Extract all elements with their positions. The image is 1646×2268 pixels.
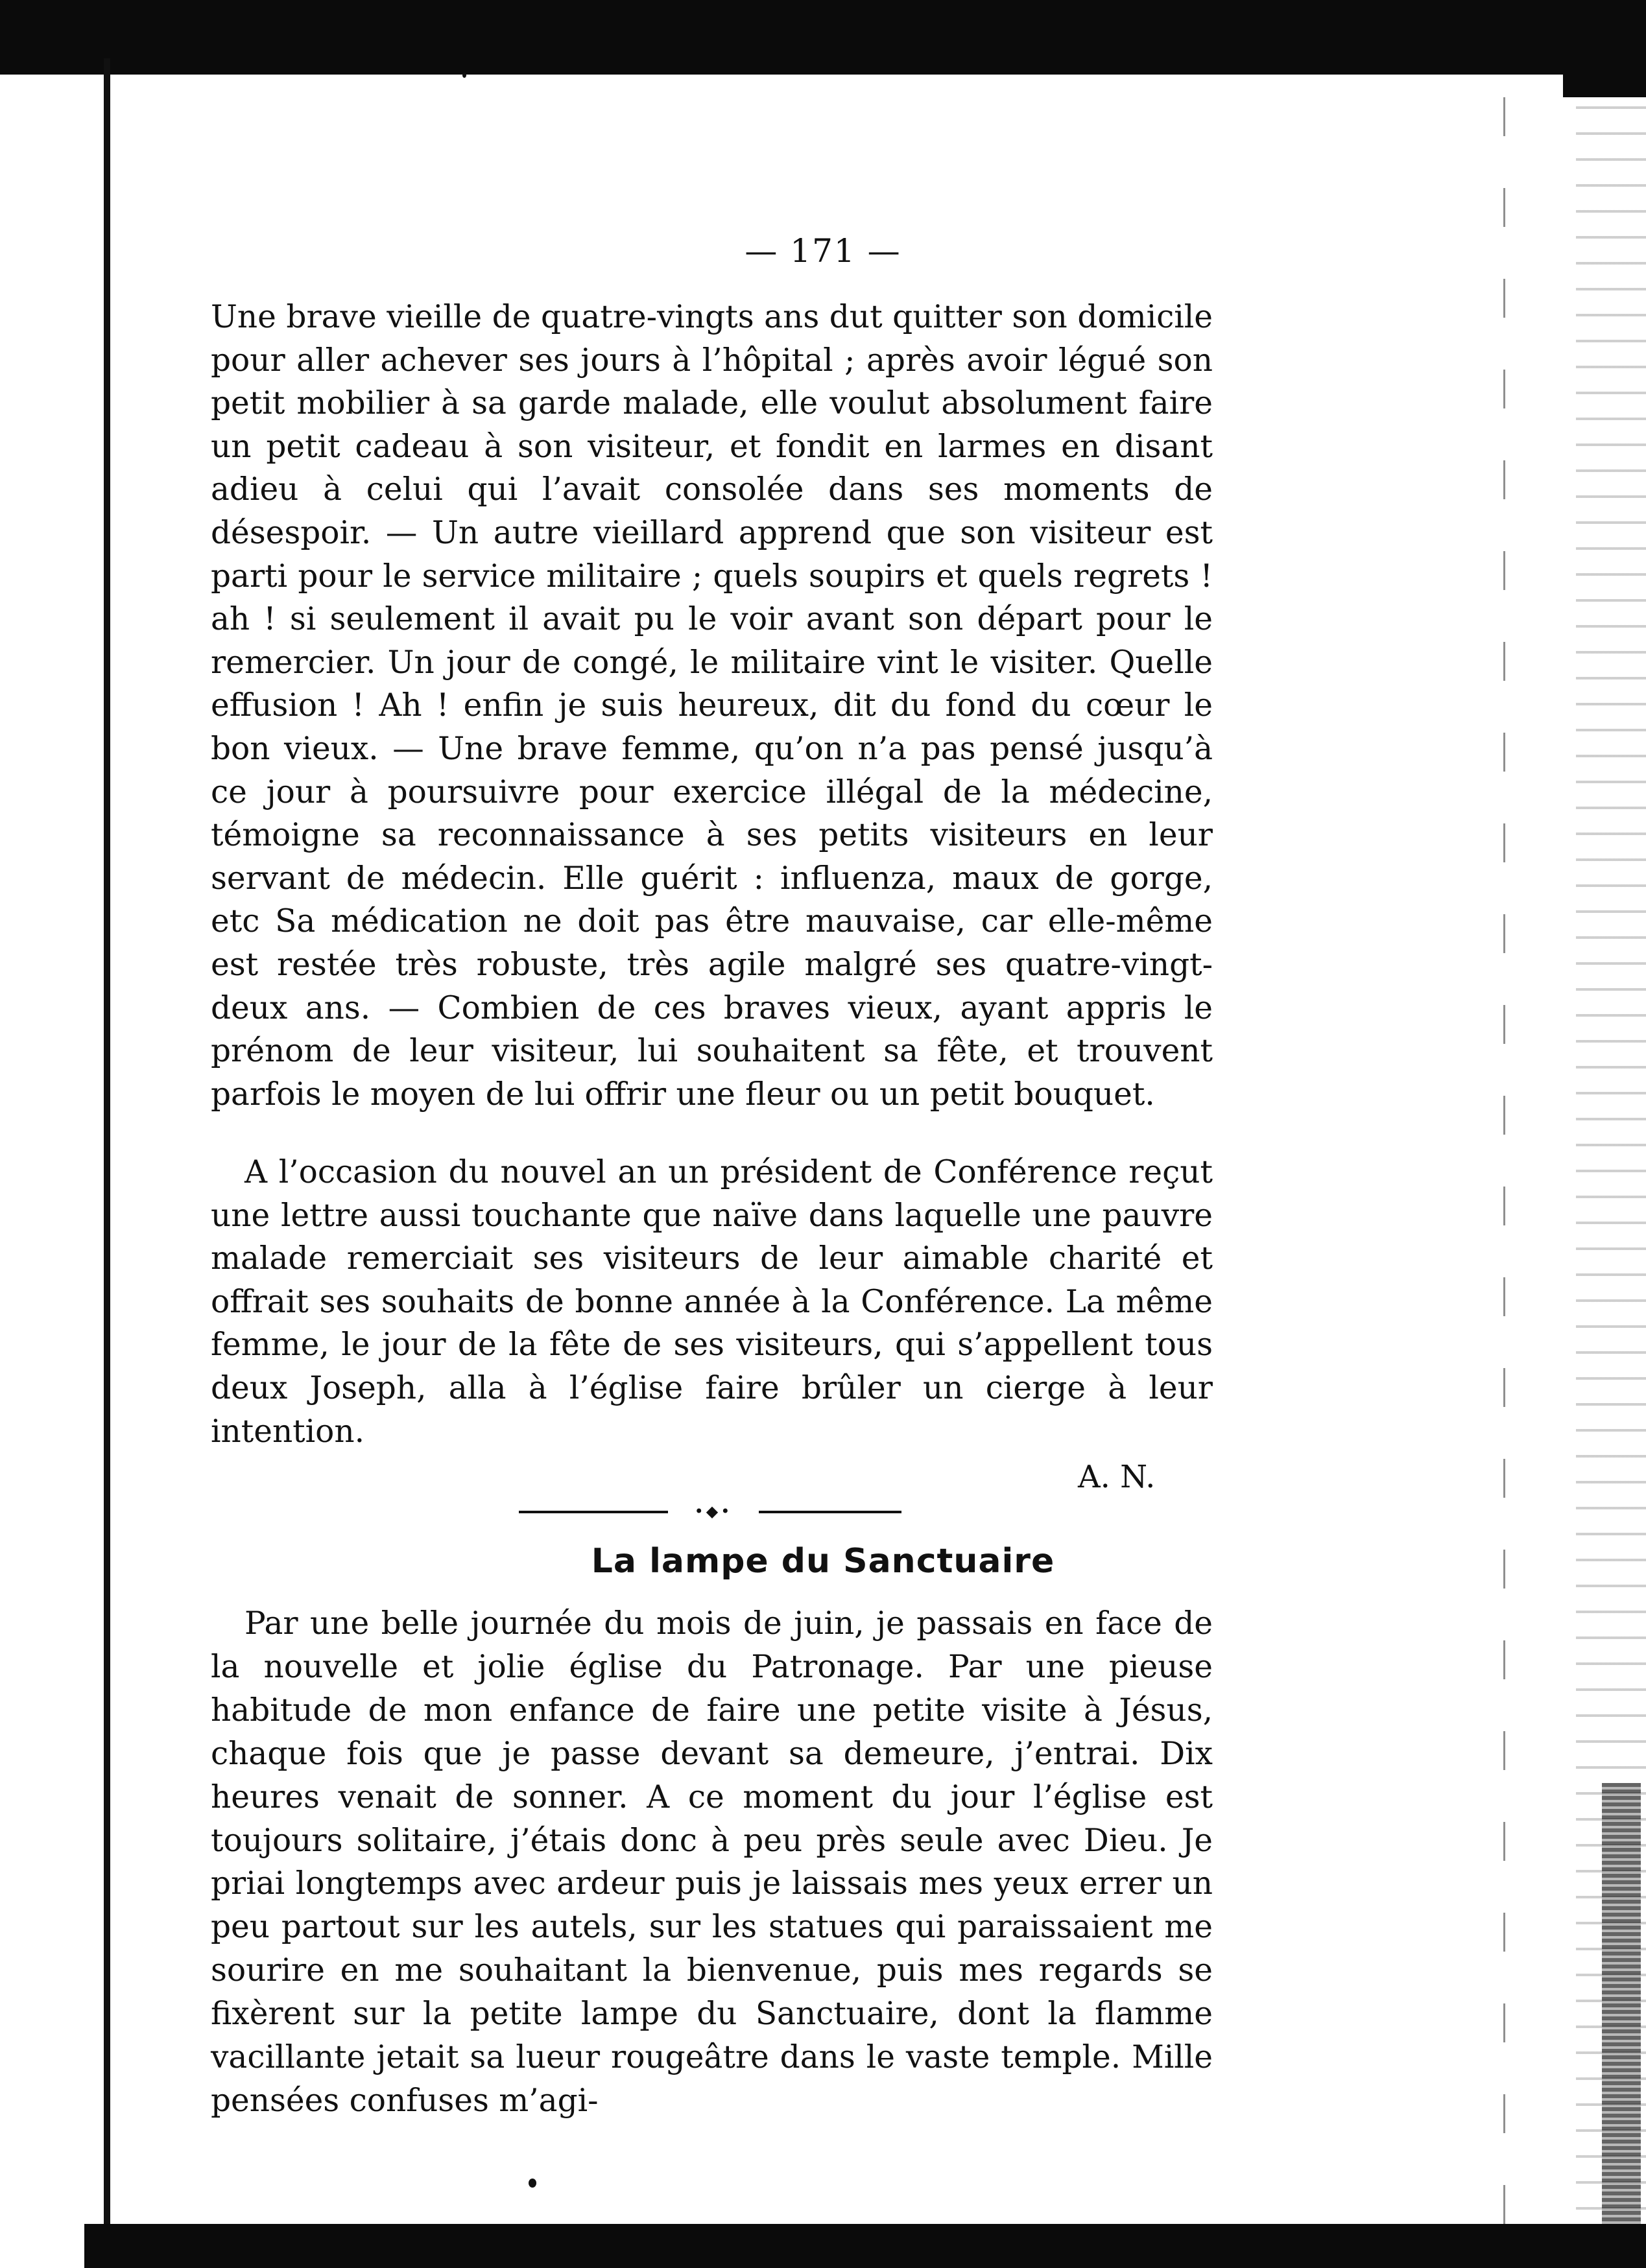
scan-border-bottom	[84, 2224, 1646, 2268]
section-title: La lampe du Sanctuaire	[591, 1542, 1055, 1581]
ink-speck	[529, 2179, 536, 2188]
body-paragraph-2: A l’occasion du nouvel an un président de Conférence reçut une lettre aussi touchante que naïve dans laquelle une pauvre malade remerciait ses visiteurs de leur aimable charité et offrait ses souhaits de bonne année à la Conférence. La même femme, le jour de la fête de ses visiteurs, qui s’appellent tous deux Joseph, alla à l’église faire brûler un cierge à leur intention.	[211, 1154, 1213, 1450]
body-paragraph-1: Une brave vieille de quatre-vingts ans dut quitter son domicile pour aller achever ses jours à l’hôpital ; après avoir légué son petit mobilier à sa garde malade, elle voulut absolument faire un petit cadeau à son visiteur, et fondit en larmes en disant adieu à celui qui l’avait consolée dans ses moments de désespoir. — Un autre vieillard apprend que son visiteur est parti pour le service militaire ; quels soupirs et quels regrets ! ah ! si seulement il avait pu le voir avant son départ pour le remercier. Un jour de congé, le militaire vint le visiter. Quelle effusion ! Ah ! enfin je suis heureux, dit du fond du cœur le bon vieux. — Une brave femme, qu’on n’a pas pensé jusqu’à ce jour à poursuivre pour exercice illégal de la médecine, témoigne sa reconnaissance à ses petits visiteurs en leur servant de médecin. Elle guérit : influenza, maux de gorge, etc Sa médication ne doit pas être mauvaise, car elle-même est restée très robuste, très agile malgré ses quatre-vingt-deux ans. — Combien de ces braves vieux, ayant appris le prénom de leur visiteur, lui souhaitent sa fête, et trouvent parfois le moyen de lui offrir une fleur ou un petit bouquet.	[211, 299, 1213, 1113]
scan-border-top-right	[1563, 0, 1646, 97]
page-number: — 171 —	[745, 232, 901, 270]
separator-ornament: •◆•	[668, 1503, 759, 1520]
scan-edge-shadow	[1602, 1783, 1641, 2230]
ink-speck	[462, 73, 466, 78]
scan-border-top	[0, 0, 1569, 75]
signature: A. N.	[1078, 1459, 1156, 1495]
scan-border-left	[104, 58, 110, 2268]
section-paragraph: Par une belle journée du mois de juin, je passais en face de la nouvelle et jolie église du Patronage. Par une pieuse habitude de mon enfance de faire une petite visite à Jésus, chaque fois que je passe devant sa demeure, j’entrai. Dix heures venait de sonner. A ce moment du jour l’église est toujours solitaire, j’étais donc à peu près seule avec Dieu. Je priai longtemps avec ardeur puis je laissais mes yeux errer un peu partout sur les autels, sur les statues qui paraissaient me sourire en me souhaitant la bienvenue, puis mes regards se fixèrent sur la petite lampe du Sanctuaire, dont la flamme vacillante jetait sa lueur rougeâtre dans le vaste temple. Mille pensées confuses m’agi-	[211, 1605, 1213, 2119]
page-edge-line	[1503, 97, 1505, 2224]
